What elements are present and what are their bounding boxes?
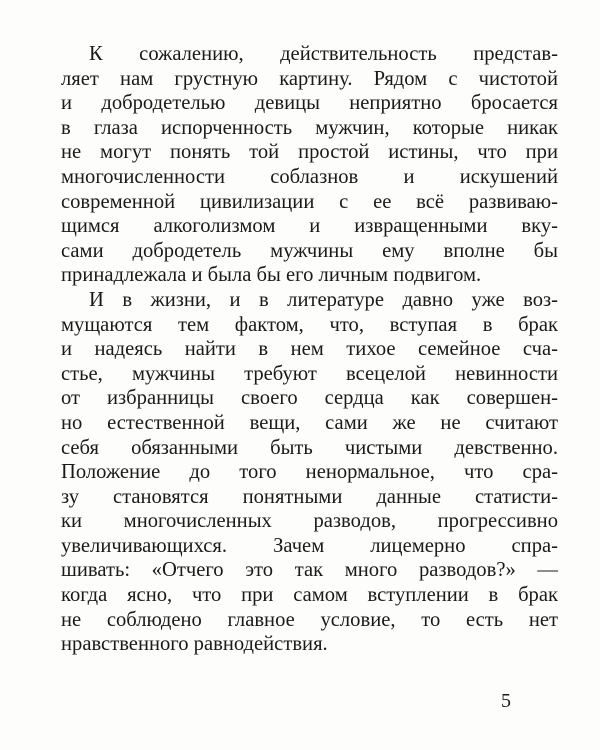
text-line: многочисленности соблазнов и искушений — [61, 165, 558, 188]
text-line: в глаза испорченность мужчин, которые никак — [61, 116, 558, 139]
text-line: не могут понять той простой истины, что при — [61, 141, 558, 164]
text-line: и добродетелью девицы неприятно бросается — [61, 92, 558, 115]
paragraph-1 — [61, 42, 558, 288]
text-line: и надеясь найти в нем тихое семейное сча- — [61, 338, 558, 361]
text-line: современной цивилизации с ее всё развиваю- — [61, 190, 558, 213]
body-text — [61, 42, 558, 657]
text-line: ки многочисленных разводов, прогрессивно — [61, 510, 558, 533]
text-line: ляет нам грустную картину. Рядом с чистотой — [61, 67, 558, 90]
text-line: себя обязанными быть чистыми девственно. — [61, 436, 558, 459]
text-line: зу становятся понятными данные статисти- — [61, 485, 558, 508]
text-line: но естественной вещи, сами же не считают — [61, 411, 558, 434]
text-line: мущаются тем фактом, что, вступая в брак — [61, 313, 558, 336]
text-line: щимся алкоголизмом и извращенными вку- — [61, 215, 558, 238]
text-line: от избранницы своего сердца как совершен- — [61, 387, 558, 410]
text-line: шивать: «Отчего это так много разводов?» — — [61, 559, 558, 582]
text-line: К сожалению, действительность представ- — [89, 43, 558, 65]
text-line: не соблюдено главное условие, то есть нет — [61, 608, 558, 631]
text-line: И в жизни, и в литературе давно уже воз- — [89, 288, 558, 311]
text-line: принадлежала и была бы его личным подвигом. — [61, 264, 482, 287]
text-line: стье, мужчины требуют всецелой невинности — [61, 362, 558, 385]
paragraph-2 — [61, 288, 558, 657]
text-line: когда ясно, что при самом вступлении в брак — [61, 584, 558, 607]
text-line: нравственного равнодействия. — [61, 633, 328, 656]
page-number: 5 — [501, 690, 511, 712]
text-line: сами добродетель мужчины ему вполне бы — [61, 239, 558, 262]
text-line: Положение до того ненормальное, что сра- — [61, 461, 558, 484]
text-line: увеличивающихся. Зачем лицемерно спра- — [61, 534, 558, 557]
